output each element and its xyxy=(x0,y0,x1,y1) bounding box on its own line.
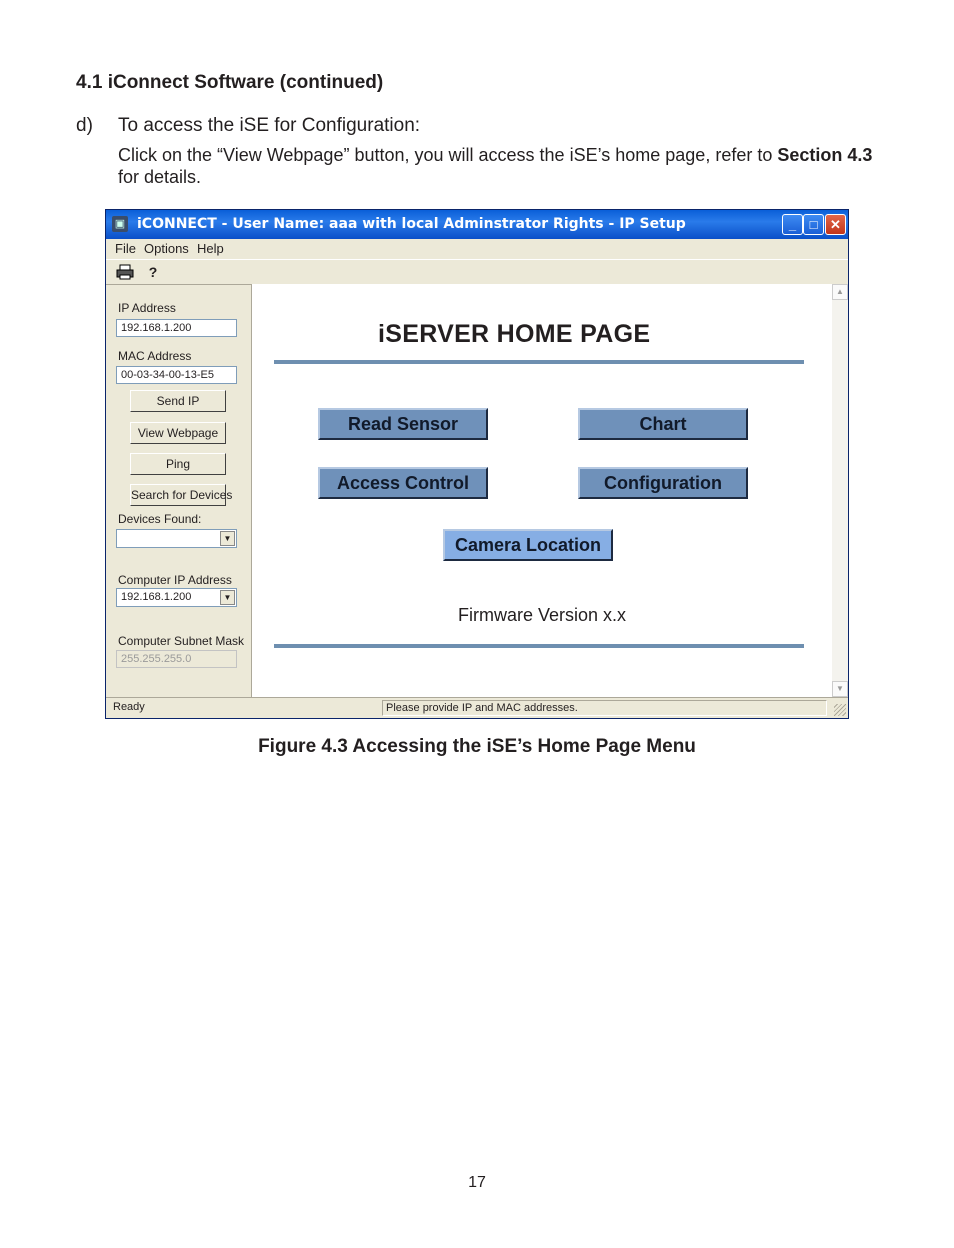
status-bar xyxy=(106,697,848,719)
scroll-up-icon[interactable]: ▲ xyxy=(832,284,848,300)
chevron-down-icon[interactable]: ▼ xyxy=(220,531,235,546)
computer-ip-label: Computer IP Address xyxy=(118,573,232,587)
vertical-scrollbar[interactable] xyxy=(832,284,848,697)
devices-found-label: Devices Found: xyxy=(118,512,202,526)
help-icon[interactable]: ? xyxy=(148,264,158,280)
ip-address-label: IP Address xyxy=(118,301,176,315)
status-message: Please provide IP and MAC addresses. xyxy=(382,700,827,716)
menu-file[interactable]: File xyxy=(115,241,136,256)
page-number: 17 xyxy=(468,1174,486,1191)
subnet-mask-label: Computer Subnet Mask xyxy=(118,634,245,648)
computer-ip-value: 192.168.1.200 xyxy=(121,591,192,603)
step-body-text: Click on the “View Webpage” button, you will access the iSE’s home page, refer to xyxy=(118,145,773,165)
scroll-down-icon[interactable]: ▼ xyxy=(832,681,848,697)
printer-icon[interactable] xyxy=(116,263,134,281)
search-devices-button[interactable]: Search for Devices xyxy=(130,484,226,506)
window-title: iCONNECT - User Name: aaa with local Adminstrator Rights - IP Setup xyxy=(137,216,686,232)
send-ip-button[interactable]: Send IP xyxy=(130,390,226,412)
chart-button[interactable]: Chart xyxy=(578,408,748,440)
divider-top xyxy=(274,360,804,364)
resize-grip-icon[interactable] xyxy=(834,704,846,716)
view-webpage-button[interactable]: View Webpage xyxy=(130,422,226,444)
read-sensor-button[interactable]: Read Sensor xyxy=(318,408,488,440)
close-button[interactable]: ✕ xyxy=(825,214,846,235)
menu-options[interactable]: Options xyxy=(144,241,189,256)
step-label: d) xyxy=(76,115,93,136)
access-control-button[interactable]: Access Control xyxy=(318,467,488,499)
status-ready: Ready xyxy=(113,701,145,713)
step-title: To access the iSE for Configuration: xyxy=(118,115,421,136)
ip-address-input[interactable]: 192.168.1.200 xyxy=(116,319,237,337)
webpage-title: iSERVER HOME PAGE xyxy=(378,320,651,348)
step-body xyxy=(118,144,878,188)
iconnect-window xyxy=(105,209,849,719)
window-titlebar[interactable] xyxy=(106,210,848,239)
mac-address-label: MAC Address xyxy=(118,349,192,363)
chevron-down-icon[interactable]: ▼ xyxy=(220,590,235,605)
devices-found-dropdown[interactable] xyxy=(116,529,237,548)
step-body-text-end: for details. xyxy=(118,167,202,187)
subnet-mask-input: 255.255.255.0 xyxy=(116,650,237,668)
firmware-version: Firmware Version x.x xyxy=(457,605,627,625)
menu-bar xyxy=(106,239,848,259)
camera-location-button[interactable]: Camera Location xyxy=(443,529,613,561)
divider-bottom xyxy=(274,644,804,648)
ping-button[interactable]: Ping xyxy=(130,453,226,475)
left-panel xyxy=(106,284,252,697)
app-icon: ▣ xyxy=(112,216,128,232)
section-reference: Section 4.3 xyxy=(777,145,873,165)
toolbar xyxy=(106,259,848,285)
minimize-button[interactable]: _ xyxy=(782,214,803,235)
menu-help[interactable]: Help xyxy=(197,241,224,256)
maximize-button[interactable]: □ xyxy=(803,214,824,235)
mac-address-input[interactable]: 00-03-34-00-13-E5 xyxy=(116,366,237,384)
section-heading: 4.1 iConnect Software (continued) xyxy=(76,72,384,93)
webpage-view xyxy=(252,284,848,697)
figure-caption: Figure 4.3 Accessing the iSE’s Home Page Menu xyxy=(258,736,696,757)
configuration-button[interactable]: Configuration xyxy=(578,467,748,499)
computer-ip-dropdown[interactable] xyxy=(116,588,237,607)
